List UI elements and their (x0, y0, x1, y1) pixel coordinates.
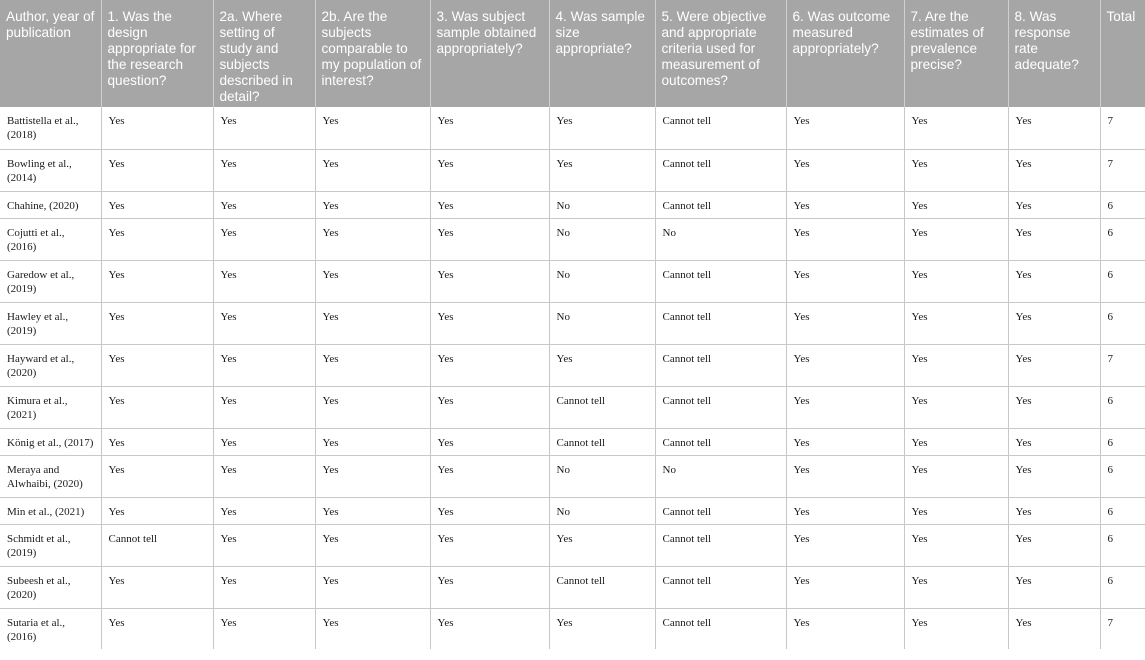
cell-q8: Yes (1008, 497, 1100, 524)
cell-q2b: Yes (315, 455, 430, 497)
cell-author: Bowling et al., (2014) (0, 149, 101, 191)
cell-q5: Cannot tell (655, 608, 786, 649)
table-row (0, 260, 1145, 302)
cell-q2a: Yes (213, 191, 315, 218)
cell-author: Hayward et al., (2020) (0, 344, 101, 386)
cell-q6: Yes (786, 497, 904, 524)
cell-q4: Yes (549, 107, 655, 149)
cell-q6: Yes (786, 524, 904, 566)
cell-total: 6 (1100, 386, 1145, 428)
table-body (0, 107, 1145, 649)
cell-q2b: Yes (315, 191, 430, 218)
cell-q4: Cannot tell (549, 386, 655, 428)
cell-q6: Yes (786, 608, 904, 649)
table-row (0, 218, 1145, 260)
header-q3: 3. Was subject sample obtained appropriately? (430, 0, 549, 107)
cell-q4: No (549, 260, 655, 302)
cell-q8: Yes (1008, 608, 1100, 649)
cell-total: 7 (1100, 107, 1145, 149)
cell-q8: Yes (1008, 566, 1100, 608)
cell-author: Chahine, (2020) (0, 191, 101, 218)
cell-total: 6 (1100, 218, 1145, 260)
cell-author: König et al., (2017) (0, 428, 101, 455)
cell-q2a: Yes (213, 608, 315, 649)
cell-q2a: Yes (213, 455, 315, 497)
cell-q6: Yes (786, 386, 904, 428)
cell-q7: Yes (904, 497, 1008, 524)
cell-q4: No (549, 455, 655, 497)
cell-q3: Yes (430, 428, 549, 455)
cell-q2a: Yes (213, 107, 315, 149)
cell-q2b: Yes (315, 107, 430, 149)
cell-q7: Yes (904, 149, 1008, 191)
header-q4: 4. Was sample size appropriate? (549, 0, 655, 107)
cell-q3: Yes (430, 566, 549, 608)
cell-q1: Yes (101, 344, 213, 386)
cell-q1: Yes (101, 455, 213, 497)
cell-q1: Cannot tell (101, 524, 213, 566)
table-row (0, 191, 1145, 218)
cell-author: Sutaria et al., (2016) (7, 616, 66, 643)
cell-total: 6 (1100, 455, 1145, 497)
cell-q4: No (549, 497, 655, 524)
cell-q1: Yes (101, 149, 213, 191)
cell-q6: Yes (786, 260, 904, 302)
cell-q2a: Yes (213, 386, 315, 428)
cell-q8: Yes (1008, 218, 1100, 260)
cell-author: Subeesh et al., (2020) (0, 566, 101, 608)
cell-q2a: Yes (213, 428, 315, 455)
cell-q7: Yes (904, 455, 1008, 497)
cell-q3: Yes (430, 149, 549, 191)
cell-total: 6 (1100, 497, 1145, 524)
cell-author: Hawley et al., (2019) (0, 302, 101, 344)
cell-q2b: Yes (315, 218, 430, 260)
cell-q5: Cannot tell (655, 149, 786, 191)
cell-q1: Yes (101, 497, 213, 524)
header-q6: 6. Was outcome measured appropriately? (786, 0, 904, 107)
cell-q5: No (655, 455, 786, 497)
cell-total: 7 (1100, 149, 1145, 191)
table-row (0, 497, 1145, 524)
table-row (0, 149, 1145, 191)
cell-total: 7 (1100, 608, 1145, 649)
cell-q6: Yes (786, 302, 904, 344)
cell-q6: Yes (786, 149, 904, 191)
cell-q7: Yes (904, 344, 1008, 386)
cell-total: 6 (1100, 260, 1145, 302)
cell-q1: Yes (101, 191, 213, 218)
cell-q8: Yes (1008, 302, 1100, 344)
cell-q2a: Yes (213, 344, 315, 386)
cell-q7: Yes (904, 386, 1008, 428)
cell-q3: Yes (430, 386, 549, 428)
cell-q2a: Yes (213, 566, 315, 608)
table-row (0, 608, 1145, 649)
cell-q1: Yes (101, 260, 213, 302)
cell-q5: Cannot tell (655, 497, 786, 524)
table-row (0, 302, 1145, 344)
cell-q5: No (655, 218, 786, 260)
cell-author: Kimura et al., (2021) (0, 386, 101, 428)
cell-q5: Cannot tell (655, 260, 786, 302)
cell-q8: Yes (1008, 428, 1100, 455)
header-author: Author, year of publication (0, 0, 101, 107)
header-row (0, 0, 1145, 107)
cell-q8: Yes (1008, 149, 1100, 191)
cell-q4: Yes (549, 149, 655, 191)
cell-q2a: Yes (213, 260, 315, 302)
cell-q2a: Yes (213, 524, 315, 566)
cell-author: Meraya and Alwhaibi, (2020) (0, 455, 101, 497)
cell-q4: No (549, 191, 655, 218)
cell-q7: Yes (904, 260, 1008, 302)
cell-q6: Yes (786, 455, 904, 497)
cell-q1: Yes (101, 608, 213, 649)
cell-q6: Yes (786, 566, 904, 608)
cell-q4: No (549, 302, 655, 344)
header-q1: 1. Was the design appropriate for the research question? (101, 0, 213, 107)
table-row (0, 107, 1145, 149)
cell-q4: Yes (549, 344, 655, 386)
cell-q8: Yes (1008, 344, 1100, 386)
cell-q7: Yes (904, 428, 1008, 455)
cell-q4: Cannot tell (549, 566, 655, 608)
cell-q3: Yes (430, 497, 549, 524)
cell-q2b: Yes (315, 524, 430, 566)
cell-q8: Yes (1008, 455, 1100, 497)
cell-author: Schmidt et al., (2019) (0, 524, 101, 566)
cell-q4: Yes (549, 608, 655, 649)
cell-q1: Yes (101, 566, 213, 608)
cell-q3: Yes (430, 191, 549, 218)
cell-q4: No (549, 218, 655, 260)
cell-total: 6 (1100, 566, 1145, 608)
cell-q1: Yes (101, 428, 213, 455)
cell-q5: Cannot tell (655, 428, 786, 455)
cell-q2b: Yes (315, 608, 430, 649)
cell-q1: Yes (101, 302, 213, 344)
cell-q3: Yes (430, 260, 549, 302)
cell-author: Min et al., (2021) (0, 497, 101, 524)
cell-q8: Yes (1008, 524, 1100, 566)
cell-q6: Yes (786, 428, 904, 455)
cell-q7: Yes (904, 218, 1008, 260)
cell-q4: Yes (549, 524, 655, 566)
cell-q5: Cannot tell (655, 107, 786, 149)
cell-q2b: Yes (315, 428, 430, 455)
cell-q5: Cannot tell (655, 566, 786, 608)
cell-total: 6 (1100, 191, 1145, 218)
cell-q8: Yes (1008, 191, 1100, 218)
header-q2a: 2a. Where setting of study and subjects described in detail? (213, 0, 315, 107)
cell-q7: Yes (904, 524, 1008, 566)
cell-author: Battistella et al., (2018) (0, 107, 101, 149)
cell-q7: Yes (904, 566, 1008, 608)
cell-q2b: Yes (315, 497, 430, 524)
cell-q2a: Yes (213, 149, 315, 191)
cell-q7: Yes (904, 191, 1008, 218)
cell-author: Cojutti et al., (2016) (0, 218, 101, 260)
cell-q3: Yes (430, 107, 549, 149)
cell-q5: Cannot tell (655, 302, 786, 344)
cell-q2b: Yes (315, 566, 430, 608)
cell-q2b: Yes (315, 260, 430, 302)
cell-q4: Cannot tell (549, 428, 655, 455)
cell-total: 6 (1100, 302, 1145, 344)
cell-q5: Cannot tell (655, 191, 786, 218)
table-row (0, 428, 1145, 455)
cell-q7: Yes (904, 302, 1008, 344)
cell-q2b: Yes (315, 302, 430, 344)
cell-q3: Yes (430, 608, 549, 649)
cell-q2b: Yes (315, 344, 430, 386)
cell-q3: Yes (430, 524, 549, 566)
cell-q8: Yes (1008, 260, 1100, 302)
cell-q6: Yes (786, 107, 904, 149)
cell-q5: Cannot tell (655, 524, 786, 566)
cell-q2b: Yes (315, 386, 430, 428)
cell-q5: Cannot tell (655, 344, 786, 386)
cell-q7: Yes (904, 608, 1008, 649)
cell-q7: Yes (904, 107, 1008, 149)
table-row (0, 566, 1145, 608)
cell-q6: Yes (786, 191, 904, 218)
cell-q5: Cannot tell (655, 386, 786, 428)
cell-total: 6 (1100, 428, 1145, 455)
table-row (0, 524, 1145, 566)
cell-q6: Yes (786, 218, 904, 260)
cell-q8: Yes (1008, 107, 1100, 149)
cell-total: 6 (1100, 524, 1145, 566)
cell-total: 7 (1100, 344, 1145, 386)
cell-q3: Yes (430, 218, 549, 260)
header-total: Total (1100, 0, 1145, 107)
header-q8: 8. Was response rate adequate? (1008, 0, 1100, 107)
header-q7: 7. Are the estimates of prevalence precise? (904, 0, 1008, 107)
cell-q1: Yes (101, 386, 213, 428)
table-row (0, 344, 1145, 386)
cell-q2b: Yes (315, 149, 430, 191)
cell-q3: Yes (430, 302, 549, 344)
cell-q1: Yes (101, 107, 213, 149)
header-q2b: 2b. Are the subjects comparable to my population of interest? (315, 0, 430, 107)
cell-q3: Yes (430, 344, 549, 386)
cell-q3: Yes (430, 455, 549, 497)
table-row (0, 455, 1145, 497)
table-row (0, 386, 1145, 428)
cell-q8: Yes (1008, 386, 1100, 428)
cell-q1: Yes (101, 218, 213, 260)
header-q5: 5. Were objective and appropriate criteria used for measurement of outcomes? (655, 0, 786, 107)
cell-q6: Yes (786, 344, 904, 386)
cell-q2a: Yes (213, 497, 315, 524)
cell-q2a: Yes (213, 218, 315, 260)
cell-q2a: Yes (213, 302, 315, 344)
cell-author: Garedow et al., (2019) (0, 260, 101, 302)
